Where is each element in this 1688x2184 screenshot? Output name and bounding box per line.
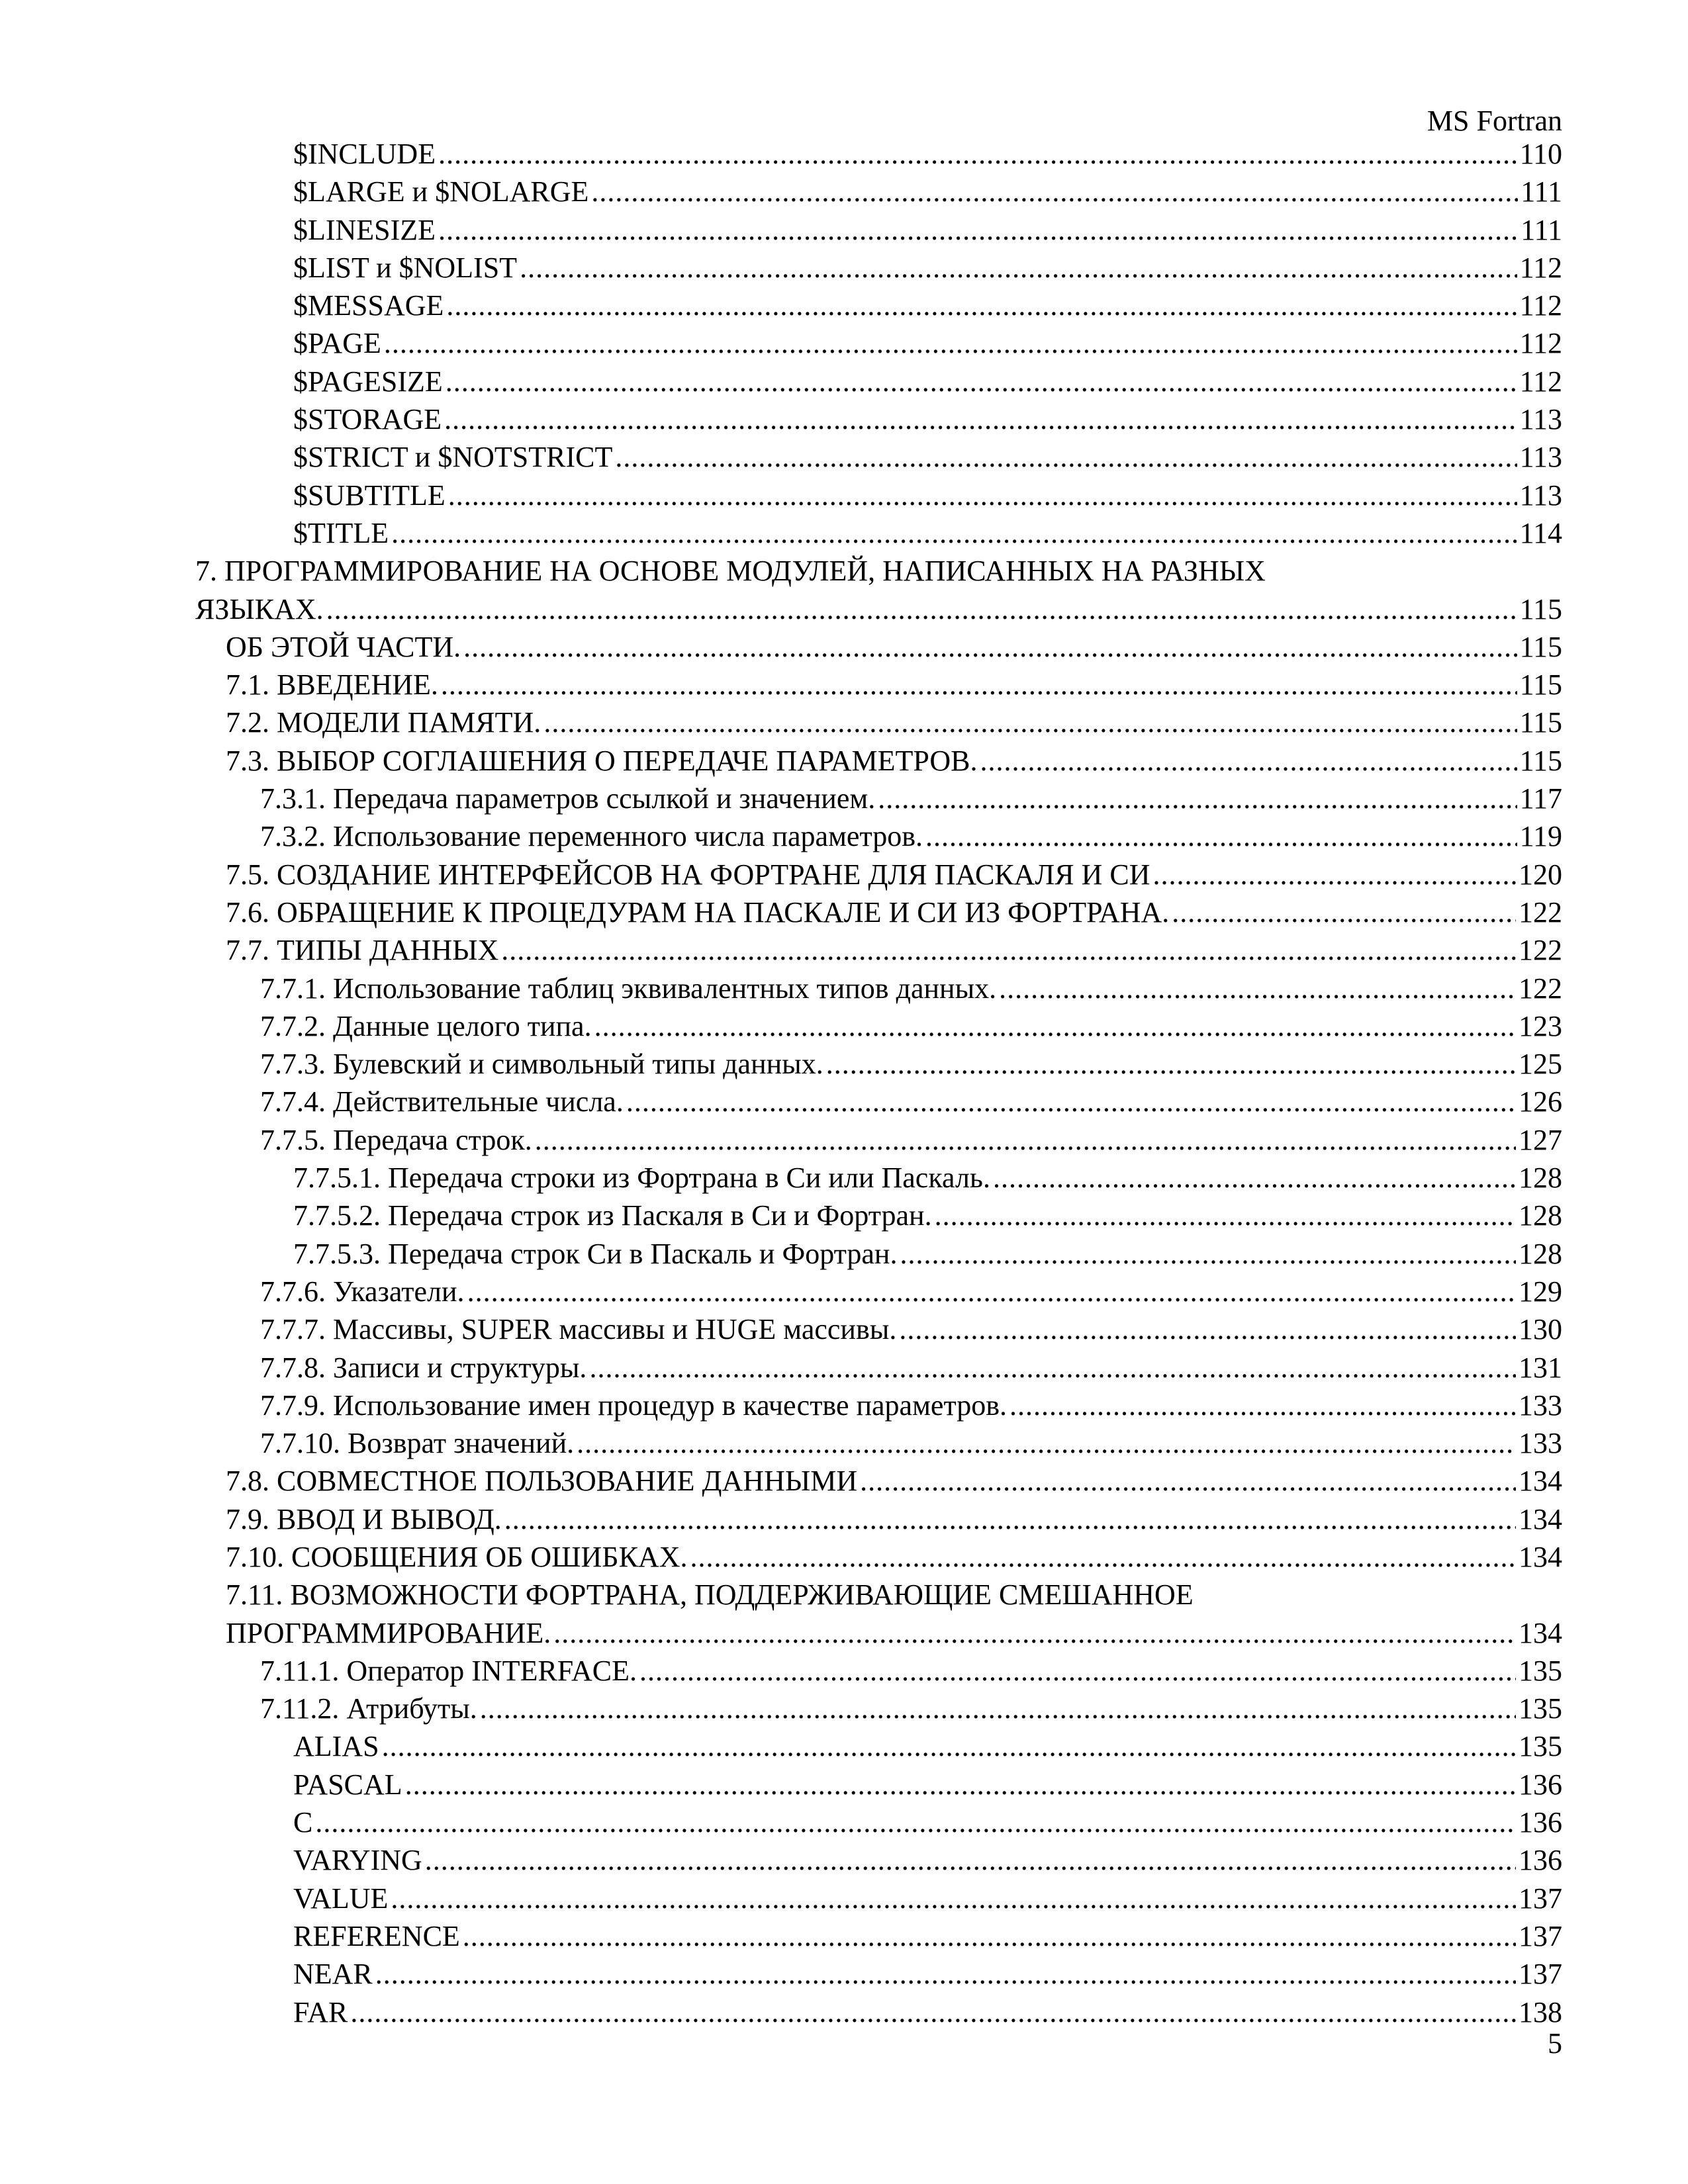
dot-leader (405, 1766, 1516, 1803)
toc-entry-title: 7.7.4. Действительные числа. (260, 1085, 624, 1118)
toc-entry-title: 7.11.1. Оператор INTERFACE. (260, 1654, 637, 1687)
toc-entry-title: 7.7.2. Данные целого типа. (260, 1009, 592, 1042)
toc-entry[interactable] (195, 1652, 1562, 1690)
toc-entry-page: 123 (1519, 1009, 1562, 1042)
dot-leader (980, 742, 1517, 780)
dot-leader (391, 514, 1517, 552)
toc-entry-page: 138 (1519, 1995, 1562, 2028)
toc-entry-title: 7.9. ВВОД И ВЫВОД. (226, 1502, 502, 1535)
dot-leader (1009, 1387, 1516, 1424)
dot-leader (463, 1917, 1516, 1955)
dot-leader (391, 1880, 1516, 1917)
dot-leader (438, 135, 1517, 173)
toc-entry-title: 7.3. ВЫБОР СОГЛАШЕНИЯ О ПЕРЕДАЧЕ ПАРАМЕТРОВ. (226, 744, 978, 777)
toc-entry-title: ALIAS (293, 1730, 379, 1763)
dot-leader (860, 1462, 1516, 1500)
toc-entry-title: 7.1. ВВЕДЕНИЕ. (226, 668, 438, 702)
toc-entry-page: 113 (1519, 441, 1562, 474)
toc-entry-page: 115 (1519, 668, 1562, 702)
toc-entry[interactable] (195, 1538, 1562, 1576)
dot-leader (899, 1310, 1516, 1348)
toc-entry-title: C (293, 1806, 313, 1839)
dot-leader (999, 970, 1516, 1007)
dot-leader (626, 1083, 1516, 1120)
toc-entry-page: 122 (1519, 895, 1562, 929)
toc-entry[interactable] (195, 1803, 1562, 1841)
toc-entry-title: VALUE (293, 1882, 389, 1915)
toc-entry-page: 128 (1519, 1199, 1562, 1232)
toc-entry[interactable] (195, 1273, 1562, 1310)
dot-leader (425, 1841, 1516, 1879)
toc-entry[interactable] (195, 1083, 1562, 1120)
toc-entry-page: 115 (1519, 744, 1562, 777)
toc-entry[interactable] (195, 324, 1562, 362)
table-of-contents (195, 135, 1562, 2031)
dot-leader (382, 1727, 1516, 1765)
toc-entry-page: 137 (1519, 1882, 1562, 1915)
toc-entry-page: 135 (1519, 1654, 1562, 1687)
toc-entry-title: 7.7.6. Указатели. (260, 1275, 465, 1308)
toc-entry-title: $PAGESIZE (293, 365, 443, 398)
toc-entry-title: ОБ ЭТОЙ ЧАСТИ. (226, 630, 461, 663)
toc-entry[interactable] (195, 400, 1562, 438)
toc-entry-page: 133 (1519, 1388, 1562, 1422)
dot-leader (446, 287, 1517, 324)
dot-leader (589, 1349, 1516, 1387)
toc-entry-page: 113 (1519, 478, 1562, 512)
toc-entry-page: 135 (1519, 1730, 1562, 1763)
dot-leader (615, 438, 1517, 476)
toc-entry-page: 112 (1519, 251, 1562, 284)
toc-entry-title: 7.10. СООБЩЕНИЯ ОБ ОШИБКАХ. (226, 1540, 688, 1573)
toc-entry-page: 133 (1519, 1427, 1562, 1460)
toc-entry[interactable] (195, 1993, 1562, 2031)
toc-entry[interactable] (195, 477, 1562, 514)
toc-entry-page: 130 (1519, 1313, 1562, 1346)
toc-entry-title: 7.7.8. Записи и структуры. (260, 1351, 587, 1384)
toc-entry-title: 7.7.10. Возврат значений. (260, 1427, 575, 1460)
toc-entry-page: 128 (1519, 1161, 1562, 1195)
dot-leader (445, 363, 1517, 400)
toc-entry-title: 7.11. ВОЗМОЖНОСТИ ФОРТРАНА, ПОДДЕРЖИВАЮЩИЕ СМЕШАННОЕ (226, 1578, 1194, 1612)
dot-leader (504, 1500, 1516, 1538)
toc-entry[interactable] (195, 211, 1562, 249)
toc-entry[interactable] (195, 1500, 1562, 1538)
toc-entry[interactable] (195, 1917, 1562, 1955)
toc-entry-page: 131 (1519, 1351, 1562, 1384)
dot-leader (639, 1652, 1516, 1690)
toc-entry-title: $STRICT и $NOTSTRICT (293, 441, 613, 474)
dot-leader (935, 1197, 1516, 1234)
toc-entry-title: 7.7.5.1. Передача строки из Фортрана в Си или Паскаль. (293, 1161, 990, 1195)
toc-entry-page: 136 (1519, 1844, 1562, 1877)
toc-entry-title: 7.7.5. Передача строк. (260, 1123, 532, 1156)
toc-entry[interactable] (195, 856, 1562, 893)
dot-leader (467, 1273, 1516, 1310)
toc-entry[interactable] (195, 666, 1562, 704)
dot-leader (594, 1007, 1516, 1045)
dot-leader (925, 817, 1517, 855)
dot-leader (463, 628, 1517, 666)
toc-entry-page: 135 (1519, 1692, 1562, 1725)
toc-entry-title: 7.7.3. Булевский и символьный типы данных. (260, 1048, 823, 1081)
toc-entry-title: 7.7.5.3. Передача строк Си в Паскаль и Фортран. (293, 1237, 898, 1270)
toc-entry-page: 110 (1519, 138, 1562, 170)
toc-entry-page: 137 (1519, 1958, 1562, 1991)
dot-leader (501, 931, 1516, 969)
toc-entry[interactable] (195, 893, 1562, 931)
toc-entry-title: $SUBTITLE (293, 478, 445, 512)
dot-leader (878, 780, 1517, 817)
toc-entry-page: 122 (1519, 934, 1562, 967)
toc-entry-page: 126 (1519, 1085, 1562, 1118)
toc-entry-title: $INCLUDE (293, 138, 436, 170)
dot-leader (1172, 893, 1516, 931)
dot-leader (826, 1045, 1516, 1083)
toc-entry-page: 122 (1519, 972, 1562, 1005)
toc-entry-title: 7.7.1. Использование таблиц эквивалентных типов данных. (260, 972, 997, 1005)
toc-entry-title: FAR (293, 1995, 348, 2028)
dot-leader (993, 1159, 1516, 1197)
toc-entry[interactable] (195, 1007, 1562, 1045)
dot-leader (438, 211, 1518, 249)
toc-entry[interactable] (195, 135, 1562, 173)
toc-entry[interactable] (195, 1387, 1562, 1424)
toc-entry-page: 125 (1519, 1048, 1562, 1081)
toc-entry-title: 7.7.9. Использование имен процедур в качестве параметров. (260, 1388, 1007, 1422)
dot-leader (315, 1803, 1516, 1841)
toc-entry-page: 115 (1519, 706, 1562, 739)
toc-entry[interactable] (195, 1235, 1562, 1273)
toc-entry-page: 128 (1519, 1237, 1562, 1270)
running-header: MS Fortran (1427, 105, 1562, 137)
toc-entry-page: 111 (1521, 175, 1562, 208)
toc-entry-page: 119 (1519, 820, 1562, 853)
dot-leader (448, 477, 1517, 514)
toc-entry-page: 112 (1519, 365, 1562, 398)
toc-entry-title: 7.2. МОДЕЛИ ПАМЯТИ. (226, 706, 541, 739)
toc-entry-title: $LINESIZE (293, 213, 436, 246)
toc-entry-title: $STORAGE (293, 403, 442, 436)
toc-entry[interactable] (195, 249, 1562, 287)
dot-leader (577, 1424, 1516, 1462)
toc-entry-title: 7.7.5.2. Передача строк из Паскаля в Си и Фортран. (293, 1199, 932, 1232)
toc-entry[interactable] (195, 363, 1562, 400)
toc-entry[interactable] (195, 1880, 1562, 1917)
toc-entry-title: NEAR (293, 1958, 373, 1991)
toc-entry-title: 7.8. СОВМЕСТНОЕ ПОЛЬЗОВАНИЕ ДАННЫМИ (226, 1465, 858, 1498)
toc-entry-page: 117 (1519, 782, 1562, 815)
toc-entry[interactable] (195, 287, 1562, 324)
toc-entry-page: 113 (1519, 403, 1562, 436)
toc-entry[interactable] (195, 817, 1562, 855)
toc-entry-page: 134 (1519, 1502, 1562, 1535)
toc-entry[interactable] (195, 1955, 1562, 1993)
toc-entry-page: 134 (1519, 1465, 1562, 1498)
toc-entry-title: 7.5. СОЗДАНИЕ ИНТЕРФЕЙСОВ НА ФОРТРАНЕ ДЛЯ ПАСКАЛЯ И СИ (226, 858, 1150, 891)
toc-entry-page: 114 (1519, 516, 1562, 549)
toc-entry-title: 7.7. ТИПЫ ДАННЫХ (226, 934, 499, 967)
dot-leader (690, 1538, 1516, 1576)
toc-entry-title: 7.3.2. Использование переменного числа параметров. (260, 820, 923, 853)
dot-leader (350, 1993, 1516, 2031)
toc-entry[interactable] (195, 438, 1562, 476)
toc-entry-page: 111 (1521, 213, 1562, 246)
toc-entry[interactable] (195, 1841, 1562, 1879)
toc-entry-page: 136 (1519, 1806, 1562, 1839)
toc-entry[interactable] (195, 1121, 1562, 1159)
toc-entry[interactable] (195, 1159, 1562, 1197)
toc-entry-title: $TITLE (293, 516, 389, 549)
toc-entry-title: ПРОГРАММИРОВАНИЕ. (226, 1616, 551, 1649)
dot-leader (480, 1690, 1516, 1727)
toc-entry[interactable] (195, 780, 1562, 817)
toc-entry-page: 115 (1519, 630, 1562, 663)
toc-entry[interactable] (195, 1197, 1562, 1234)
toc-entry-page: 112 (1519, 289, 1562, 322)
toc-entry[interactable] (195, 1727, 1562, 1765)
toc-entry-page: 115 (1519, 592, 1562, 625)
toc-entry-page: 137 (1519, 1919, 1562, 1952)
dot-leader (591, 173, 1518, 210)
toc-entry[interactable] (195, 1462, 1562, 1500)
toc-entry-title: $MESSAGE (293, 289, 444, 322)
toc-entry[interactable] (195, 704, 1562, 741)
toc-entry[interactable] (195, 628, 1562, 666)
toc-entry-page: 127 (1519, 1123, 1562, 1156)
toc-entry-title: 7.3.1. Передача параметров ссылкой и значением. (260, 782, 876, 815)
toc-entry-title: $LARGE и $NOLARGE (293, 175, 589, 208)
toc-entry[interactable] (195, 1424, 1562, 1462)
dot-leader (441, 666, 1517, 704)
toc-entry-page: 134 (1519, 1616, 1562, 1649)
toc-entry-title: ЯЗЫКАХ. (195, 592, 324, 625)
toc-entry-page: 112 (1519, 327, 1562, 360)
dot-leader (375, 1955, 1516, 1993)
toc-entry-title: 7.7.7. Массивы, SUPER массивы и HUGE массивы. (260, 1313, 897, 1346)
toc-entry[interactable] (195, 552, 1562, 628)
dot-leader (553, 1614, 1516, 1652)
toc-entry[interactable] (195, 970, 1562, 1007)
toc-entry[interactable] (195, 1310, 1562, 1348)
dot-leader (535, 1121, 1516, 1159)
toc-entry[interactable] (195, 1045, 1562, 1083)
dot-leader (444, 400, 1517, 438)
toc-entry-title: REFERENCE (293, 1919, 460, 1952)
dot-leader (384, 324, 1517, 362)
dot-leader (543, 704, 1517, 741)
toc-entry[interactable] (195, 1690, 1562, 1727)
dot-leader (900, 1235, 1516, 1273)
dot-leader (326, 590, 1517, 628)
toc-entry-page: 134 (1519, 1540, 1562, 1573)
toc-entry[interactable] (195, 742, 1562, 780)
toc-entry[interactable] (195, 1766, 1562, 1803)
toc-entry-title: 7. ПРОГРАММИРОВАНИЕ НА ОСНОВЕ МОДУЛЕЙ, НАПИСАННЫХ НА РАЗНЫХ (195, 555, 1266, 588)
toc-entry[interactable] (195, 1576, 1562, 1652)
toc-entry[interactable] (195, 514, 1562, 552)
page-number: 5 (1548, 2027, 1562, 2060)
dot-leader (1153, 856, 1516, 893)
toc-entry[interactable] (195, 931, 1562, 969)
toc-entry-title: $LIST и $NOLIST (293, 251, 518, 284)
toc-entry[interactable] (195, 173, 1562, 210)
dot-leader (520, 249, 1517, 287)
toc-entry-page: 129 (1519, 1275, 1562, 1308)
toc-entry-page: 120 (1519, 858, 1562, 891)
toc-entry-title: VARYING (293, 1844, 422, 1877)
toc-entry[interactable] (195, 1349, 1562, 1387)
toc-entry-title: 7.6. ОБРАЩЕНИЕ К ПРОЦЕДУРАМ НА ПАСКАЛЕ И СИ ИЗ ФОРТРАНА. (226, 895, 1170, 929)
toc-entry-title: $PAGE (293, 327, 381, 360)
toc-entry-title: 7.11.2. Атрибуты. (260, 1692, 477, 1725)
toc-entry-title: PASCAL (293, 1768, 402, 1801)
toc-entry-page: 136 (1519, 1768, 1562, 1801)
